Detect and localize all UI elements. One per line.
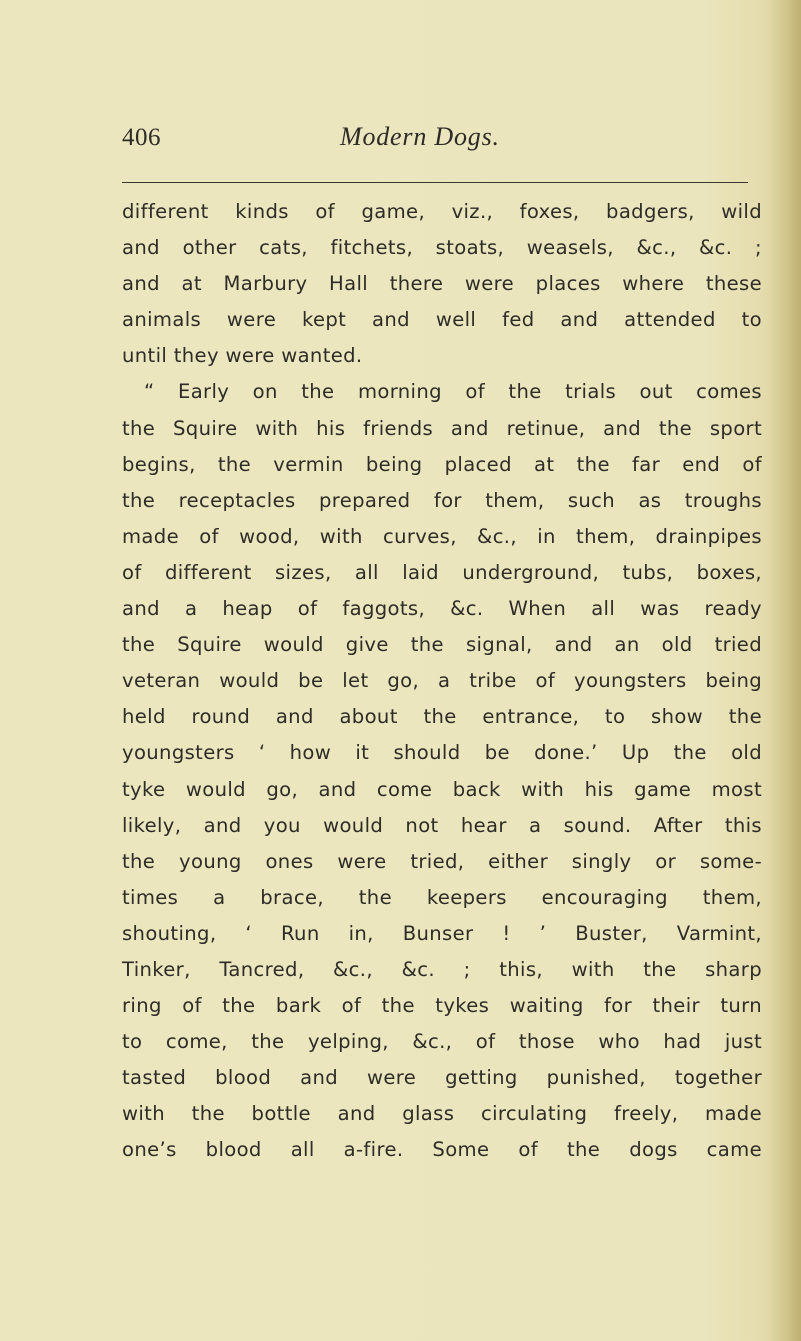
text-line: with the bottle and glass circulating freely, made xyxy=(122,1102,762,1126)
text-line: shouting, ‘ Run in, Bunser ! ’ Buster, Varmint, xyxy=(122,921,762,945)
text-line: until they were wanted. xyxy=(122,344,363,368)
text-line: the receptacles prepared for them, such as troughs xyxy=(122,488,762,512)
text-line: one’s blood all a-fire. Some of the dogs came xyxy=(122,1138,762,1162)
header-rule xyxy=(122,182,748,183)
text-line: held round and about the entrance, to show the xyxy=(122,705,762,729)
text-line: animals were kept and well fed and attended to xyxy=(122,308,762,332)
page-edge-shadow xyxy=(767,0,801,1341)
text-line: the Squire would give the signal, and an old tried xyxy=(122,633,762,657)
text-line: and at Marbury Hall there were places where these xyxy=(122,272,762,296)
page-number: 406 xyxy=(122,124,161,151)
text-line: the young ones were tried, either singly or some- xyxy=(122,849,762,873)
text-line: of different sizes, all laid underground, tubs, boxes, xyxy=(122,560,762,584)
text-line: made of wood, with curves, &c., in them, drainpipes xyxy=(122,524,762,548)
text-line: “ Early on the morning of the trials out comes xyxy=(144,380,762,404)
running-title: Modern Dogs. xyxy=(340,122,500,151)
text-line: and a heap of faggots, &c. When all was ready xyxy=(122,597,762,621)
body-text xyxy=(122,194,762,1169)
text-line: Tinker, Tancred, &c., &c. ; this, with the sharp xyxy=(122,957,762,981)
text-line: likely, and you would not hear a sound. After this xyxy=(122,813,762,837)
text-line: and other cats, fitchets, stoats, weasels, &c., &c. ; xyxy=(122,236,762,260)
page-header xyxy=(122,124,762,164)
text-line: veteran would be let go, a tribe of youngsters being xyxy=(122,669,762,693)
text-line: ring of the bark of the tykes waiting for their turn xyxy=(122,994,762,1018)
text-line: to come, the yelping, &c., of those who had just xyxy=(122,1030,762,1054)
text-line: different kinds of game, viz., foxes, badgers, wild xyxy=(122,200,762,223)
text-line: the Squire with his friends and retinue, and the sport xyxy=(122,416,762,440)
text-line: tasted blood and were getting punished, together xyxy=(122,1066,762,1090)
text-line: youngsters ‘ how it should be done.’ Up the old xyxy=(122,741,762,765)
text-line: times a brace, the keepers encouraging them, xyxy=(122,885,762,909)
text-line: tyke would go, and come back with his game most xyxy=(122,777,762,801)
text-line: begins, the vermin being placed at the far end of xyxy=(122,452,762,476)
